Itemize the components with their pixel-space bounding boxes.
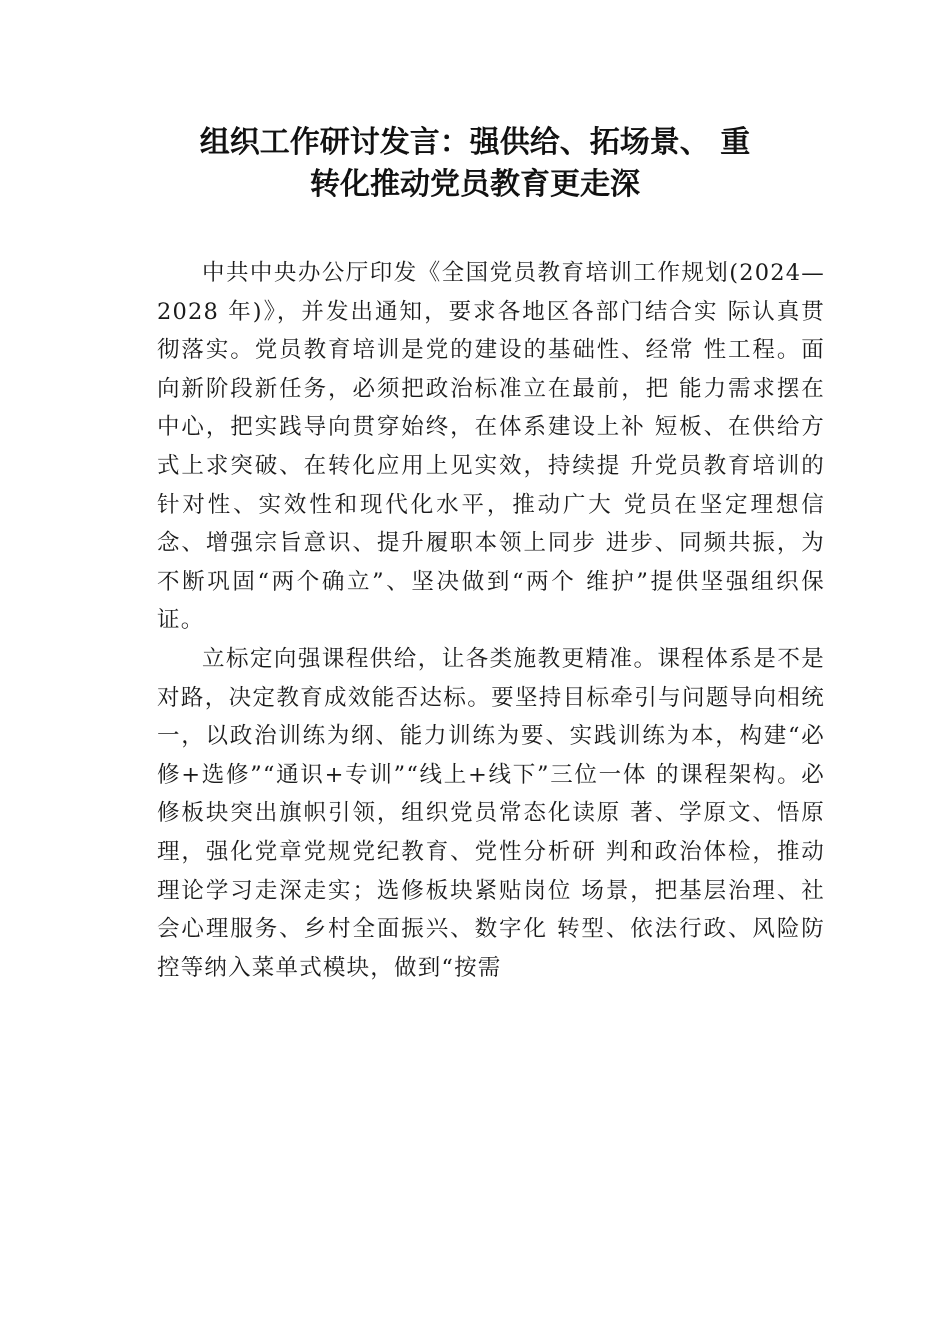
document-title bbox=[120, 122, 830, 206]
title-line-1: 组织工作研讨发言：强供给、拓场景、 重 bbox=[199, 125, 751, 160]
title-line-2: 转化推动党员教育更走深 bbox=[310, 167, 640, 202]
document-body bbox=[157, 254, 825, 987]
paragraph-1: 中共中央办公厅印发《全国党员教育培训工作规划(2024—2028 年)》，并发出通知，要求各地区各部门结合实 际认真贯彻落实。党员教育培训是党的建设的基础性、经常 性工程。面向新阶段新任务，必须把政治标准立在最前，把 能力需求摆在中心，把实践导向贯穿始终，在体系建设上补 短板、在供给方式上求突破、在转化应用上见实效，持续提 升党员教育培训的针对性、实效性和现代化水平，推动广大 党员在坚定理想信念、增强宗旨意识、提升履职本领上同步 进步、同频共振，为不断巩固“两个确立”、坚决做到“两个 维护”提供坚强组织保证。 bbox=[157, 260, 825, 634]
paragraph-2: 立标定向强课程供给，让各类施教更精准。课程体系是不是对路，决定教育成效能否达标。要坚持目标牵引与问题导向相统一，以政治训练为纲、能力训练为要、实践训练为本，构建“必修+选修”“通识+专训”“线上+线下”三位一体 的课程架构。必修板块突出旗帜引领，组织党员常态化读原 著、学原文、悟原理，强化党章党规党纪教育、党性分析研 判和政治体检，推动理论学习走深走实；选修板块紧贴岗位 场景，把基层治理、社会心理服务、乡村全面振兴、数字化 转型、依法行政、风险防控等纳入菜单式模块，做到“按需 bbox=[157, 645, 825, 981]
